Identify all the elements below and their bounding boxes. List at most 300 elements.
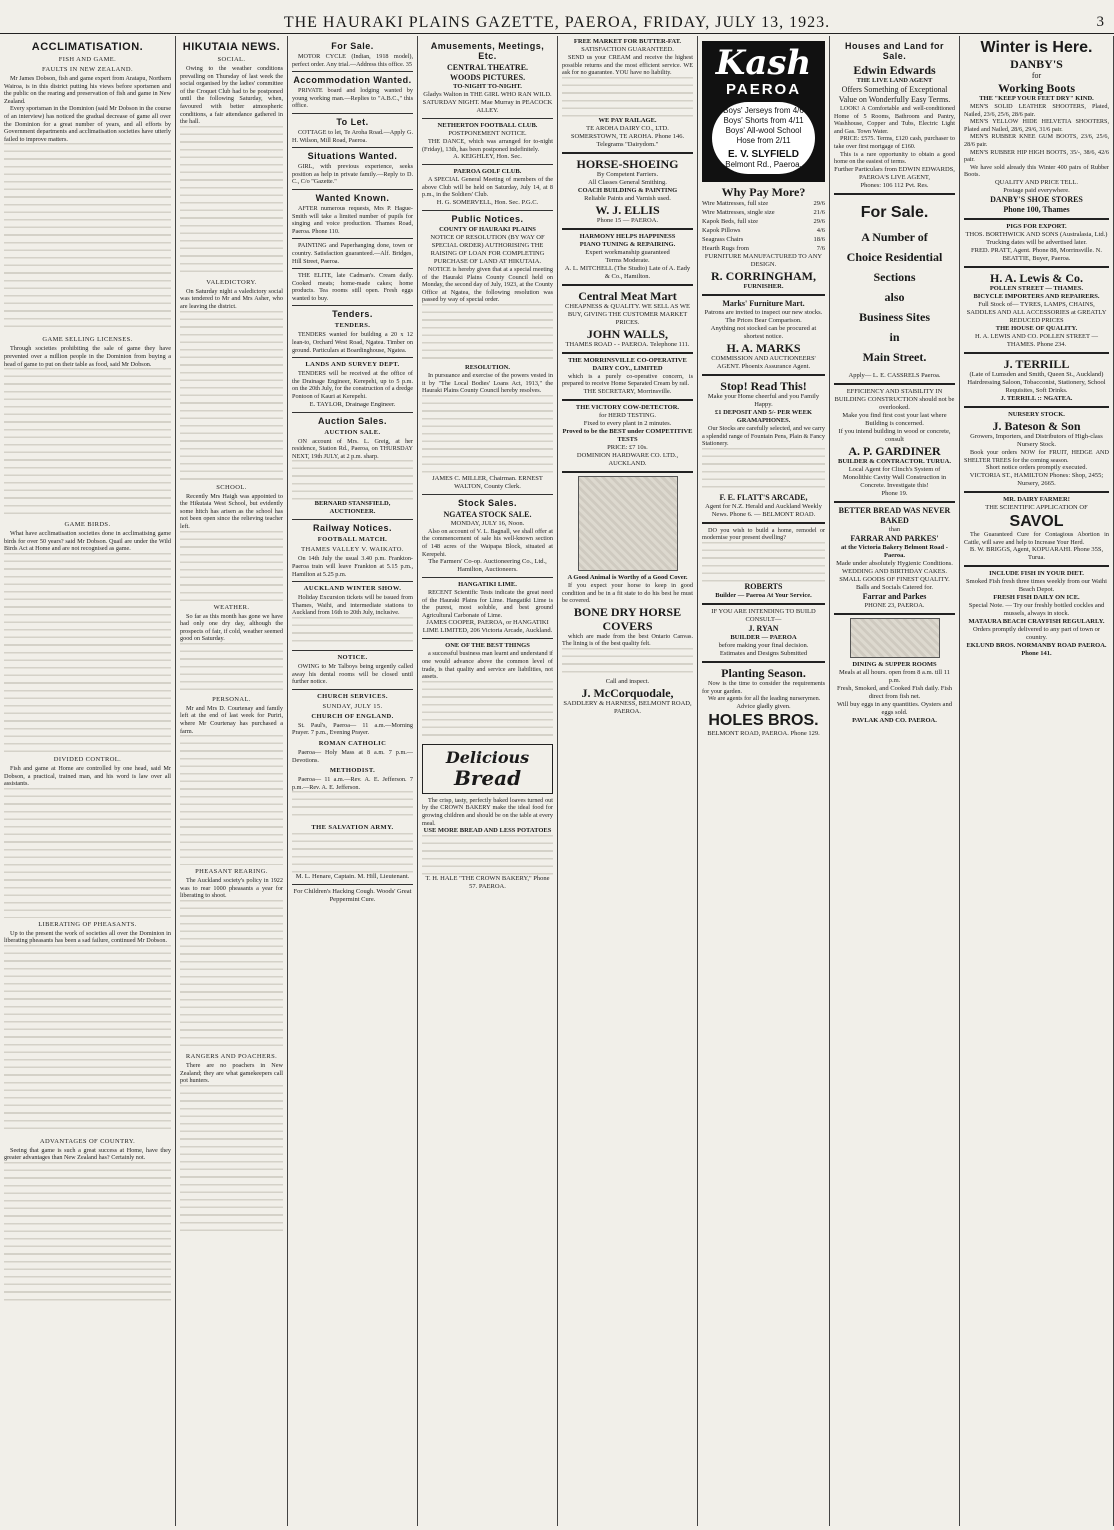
section-heading: To Let. — [336, 116, 369, 127]
ad-subtitle: Estimates and Designs Submitted — [719, 649, 808, 657]
ad-signature: H. A. LEWIS AND CO. POLLEN STREET — THAMES. Phone 234. — [974, 332, 1099, 348]
price-list-item: Kapok Pillows — [702, 227, 741, 234]
ad-signature: Phone 15 — PAEROA. — [596, 216, 659, 224]
ad-subtitle: THE LIVE LAND AGENT — [856, 77, 933, 84]
notice-title: PAEROA GOLF CLUB. — [453, 168, 522, 176]
ad-subtitle: Fresh, Smoked, and Cooked Fish daily. Fish direct from fish net. — [837, 684, 952, 700]
section-heading: Public Notices. — [451, 213, 524, 224]
ad-title: BETTER BREAD WAS NEVER BAKED — [838, 505, 951, 525]
text-block — [292, 833, 413, 873]
text-block — [4, 788, 171, 918]
footer-ad: For Children's Hacking Cough. Woods' Great Peppermint Cure. — [293, 888, 412, 904]
church-times: M. L. Henare, Captain. M. Hill, Lieutenant. — [295, 873, 410, 881]
ad-body: Full Stock of— TYRES, LAMPS, CHAINS, SADDLES AND ALL ACCESSORIES at GREATLY REDUCED PRICES — [966, 300, 1107, 324]
kash-offer: Boys' Shorts from 4/11 — [723, 116, 804, 125]
bread-ad-title: Bread — [453, 765, 522, 790]
ad-body: If you expect your horse to keep in good condition and be in a fit state to do his best he must be covered. — [562, 581, 693, 605]
ad-subtitle: If you intend building in wood or concrete, consult — [838, 427, 951, 443]
text-block — [422, 681, 553, 741]
ad-subtitle: Offers Something of Exceptional Value on Wonderfully Easy Terms. — [838, 85, 951, 104]
article-heading: HIKUTAIA NEWS. — [182, 41, 281, 53]
ad-subtitle: IF YOU ARE INTENDING TO BUILD CONSULT— — [711, 607, 816, 623]
notice-signature: E. TAYLOR, Drainage Engineer. — [309, 400, 396, 408]
ad-signature: Phone 100, Thames — [1003, 204, 1070, 214]
notice-body: Also on account of V. L. Bagnall, we shall offer at the commencement of sale his well-known section of 148 acres of the Waipapa Block, situated at Kerepehi. — [422, 527, 553, 558]
section-heading: Auction Sales. — [317, 415, 387, 426]
notice-body: A SPECIAL General Meeting of members of the above Club will be held on Saturday, July 14, at 8 p.m., in the Soldiers' Club. — [422, 176, 553, 199]
kash-owner: E. V. SLYFIELD — [728, 149, 799, 160]
bread-ad-banner — [422, 744, 553, 794]
text-block — [180, 643, 283, 693]
masthead — [0, 0, 1114, 34]
ad-body: DO you wish to build a home, remodel or modernise your present dwelling? — [702, 526, 825, 542]
notice-signature: JAMES COOPER, PAEROA, or HANGATIKI LIME LIMITED, 206 Victoria Arcade, Auckland. — [422, 619, 553, 635]
ad-subtitle: WE PAY RAILAGE. — [598, 116, 657, 124]
ad-subtitle: Growers, Importers, and Distributors of High-class Nursery Stock. — [970, 432, 1103, 448]
ad-subtitle: THE "KEEP YOUR FEET DRY" KIND. — [979, 95, 1094, 102]
price-list-price: 7/6 — [816, 245, 825, 252]
ad-title: THE MORRINSVILLE CO-OPERATIVE DAIRY COY., LIMITED — [568, 356, 687, 372]
ad-subtitle: Call and inspect. — [605, 677, 650, 685]
ad-subtitle: WEDDING AND BIRTHDAY CAKES. — [842, 567, 947, 575]
notice-subtitle: MONDAY, JULY 16, Noon. — [450, 519, 525, 527]
ad-body: SEND us your CREAM and receive the highest possible returns and the most efficient service. WE ask for no guarantee. YOU have no liability. — [562, 54, 693, 77]
ad-subtitle: EFFICIENCY AND STABILITY IN BUILDING CONSTRUCTION should not be overlooked. — [834, 387, 955, 411]
text-block — [562, 648, 693, 678]
ad-subtitle: Expert workmanship guaranteed — [585, 248, 670, 256]
notice-body: THE DANCE, which was arranged for to-night (Friday), 13th, has been postponed indefinitely. — [422, 138, 553, 153]
notice-body: Holiday Excursion tickets will be issued from Thames, Waihi, and intermediate stations to Auckland from 16th to 20th July, inclusive. — [292, 594, 413, 617]
ad-signature: J. TERRILL :: NGATEA. — [1000, 394, 1073, 402]
ad-subtitle: The Prices Bear Comparison. — [725, 317, 802, 324]
ad-subtitle: Advice gladly given. — [736, 702, 791, 710]
article-subheading: PHEASANT REARING. — [195, 868, 268, 876]
notice-title: ONE OF THE BEST THINGS — [445, 642, 530, 650]
price-list-price: 29/6 — [813, 218, 825, 225]
article-subheading: SCHOOL. — [216, 483, 247, 491]
notice-body: In pursuance and exercise of the powers vested in it by "The Local Bodies' Loans Act, 1913," the Hauraki Plains County Council hereby resolves. — [422, 371, 553, 395]
ad-title: THE VICTORY COW-DETECTOR. — [575, 403, 680, 411]
ad-signature: Further Particulars from EDWIN EDWARDS, PAEROA'S LIVE AGENT, — [834, 165, 955, 181]
ad-subtitle: FURNITURE MANUFACTURED TO ANY DESIGN. — [704, 253, 823, 268]
ad-title: MR. DAIRY FARMER! — [1003, 496, 1070, 504]
ad-subtitle: Terms Moderate. — [605, 256, 650, 264]
church-name: CHURCH OF ENGLAND. — [311, 712, 394, 720]
ad-name: F. E. FLATT'S ARCADE, — [719, 492, 808, 502]
ad-signature: VICTORIA ST., HAMILTON Phones: Shop, 2455; Nursery, 2665. — [969, 472, 1104, 488]
ad-body: The Guaranteed Cure for Contagious Abortion in Cattle, will save and help to Increase Your Herd. — [964, 531, 1109, 546]
ad-subtitle: Balls and Socials Catered for. — [855, 583, 934, 591]
ad-signature: FRED. PRATT, Agent. Phone 88, Morrinsville. N. BEATTIE, Buyer, Paeroa. — [971, 246, 1102, 262]
ad-body: MEN'S RUBBER KNEE GUM BOOTS, 23/6, 25/6, 28/6 pair. — [964, 133, 1109, 148]
notice-title: TENDERS. — [334, 322, 371, 330]
ad-subtitle: Smoked Fish fresh three times weekly from our Waihi Beach Depot. — [966, 578, 1107, 594]
paragraph: Seeing that game is such a great success at Home, have they greater advantages than New Zealand has? Certainly not. — [4, 1146, 171, 1162]
column-thames-ads — [960, 36, 1114, 1526]
section-heading: Wanted Known. — [315, 192, 390, 203]
venue-name: CENTRAL THEATRE. — [446, 63, 529, 72]
price-list-row — [702, 244, 825, 253]
ad-subtitle: Make you find first cost your last where Building is concerned. — [842, 411, 947, 427]
section-heading: Stock Sales. — [457, 497, 518, 508]
ad-name: J. Bateson & Son — [992, 418, 1081, 433]
article-subheading: FAULTS IN NEW ZEALAND. — [41, 66, 133, 73]
price-list-price: 29/6 — [813, 200, 825, 207]
ad-body: Book your orders NOW for FRUIT, HEDGE AND SHELTER TREES for the coming season. — [964, 448, 1109, 464]
ad-name: SAVOL — [1009, 513, 1064, 531]
ad-subtitle: SMALL GOODS OF FINEST QUALITY. — [839, 575, 950, 583]
horse-illustration — [578, 476, 678, 571]
ad-line: in — [889, 329, 900, 344]
ad-name: Edwin Edwards — [853, 63, 936, 77]
ad-line: A Number of — [861, 229, 928, 244]
church-times: Paeroa— Holy Mass at 8 a.m. 7 p.m.—Devotions. — [292, 748, 413, 764]
notice-title: COUNTY OF HAURAKI PLAINS — [439, 225, 536, 233]
ad-subtitle: Special Note. — Try our freshly bottled cockles and mussels, always in stock. — [968, 602, 1105, 618]
ad-subtitle: FRESH FISH DAILY ON ICE. — [993, 594, 1080, 602]
paragraph: Every sportsman in the Dominion (said Mr Dobson in the course of an interview) has noticed the gradual decrease of game all over the Dominion for a great number of years, and all efforts by Government departments and acclimatisation societies have utterly failed to improve matters. — [4, 105, 171, 143]
notice-title: LANDS AND SURVEY DEPT. — [305, 361, 400, 369]
text-block — [422, 304, 553, 364]
ad-name: W. J. ELLIS — [595, 202, 660, 217]
text-block — [292, 460, 413, 500]
ad-line: for — [1031, 71, 1042, 80]
text-block — [4, 945, 171, 1135]
ad-title: Marks' Furniture Mart. — [722, 299, 805, 308]
price-list-price: 4/6 — [816, 227, 825, 234]
notice-signature: BERNARD STANSFIELD, AUCTIONEER. — [314, 500, 391, 516]
ad-body: MEN'S SOLID LEATHER SHOOTERS, Plated, Nailed, 23/6, 25/6, 28/6 pair. — [964, 103, 1109, 118]
masthead-title: THE HAURAKI PLAINS GAZETTE, PAEROA, FRIDAY, JULY 13, 1923. — [283, 14, 831, 31]
article-subheading: GAME SELLING LICENSES. — [42, 336, 133, 344]
section-heading: Tenders. — [332, 309, 373, 320]
text-block — [180, 1085, 283, 1235]
ad-title: HARMONY HELPS HAPPINESS — [579, 232, 676, 240]
classified-ad: PAINTING and Paperhanging done, town or country. Satisfaction guaranteed.—Alf. Bridges, Hill Street, Paeroa. — [292, 242, 413, 265]
ad-title: HORSE-SHOEING — [576, 156, 679, 171]
ad-name: A. P. GARDINER — [848, 443, 941, 458]
ad-signature: PAVLAK AND CO. PAEROA. — [852, 716, 937, 724]
ad-line: Sections — [873, 269, 916, 284]
ad-subtitle: than — [888, 525, 901, 533]
text-block — [180, 900, 283, 1050]
article-subheading: VALEDICTORY. — [206, 278, 257, 286]
bread-ad-title: Delicious — [445, 747, 530, 767]
article-subheading: SOCIAL. — [217, 56, 246, 63]
notice-signature: H. G. SOMERVELL, Hon. Sec. P.G.C. — [436, 198, 539, 206]
notice-body: NOTICE is hereby given that at a special meeting of the Hauraki Plains County Council held on Monday, the second day of July, 1923, at the County Office at Ngatea, the following resolution was passed by way of special order. — [422, 265, 553, 304]
price-list-item: Kapok Beds, full size — [702, 218, 758, 225]
notice-body: RECENT Scientific Tests indicate the great need of the Hauraki Plains for Lime. Hangatiki Lime is the purest, most soluble, and best ground Agricultural Carbonate of Lime. — [422, 589, 553, 619]
ad-subtitle: POLLEN STREET — THAMES. — [989, 284, 1084, 292]
ad-subtitle: MATAURA BEACH CRAYFISH REGULARLY. — [968, 618, 1105, 626]
ad-signature: Phones: 106 112 Pvt. Res. — [860, 181, 929, 189]
notice-title: FOOTBALL MATCH. — [317, 536, 388, 544]
paragraph: Through societies prohibiting the sale of game they have prevented over a million people in the Dominion from buying a head of game to put on their table as food, said Mr Dobson. — [4, 345, 171, 368]
ad-line: Choice Residential — [846, 249, 943, 264]
ad-name: H. A. Lewis & Co. — [990, 270, 1083, 285]
fish-illustration — [850, 618, 940, 658]
ad-signature: EKLUND BROS. NORMANBY ROAD PAEROA. Phone 141. — [966, 642, 1107, 658]
ad-subtitle: THE SCIENTIFIC APPLICATION OF — [985, 504, 1088, 512]
paragraph: What have acclimatisation societies done in acclimatising game birds for over 50 years? said Mr Dobson. Quail are under the Wild Birds Act at Home and are not recognised as game. — [4, 530, 171, 553]
ad-name: J. McCorquodale, — [581, 685, 674, 700]
ad-signature: THAMES ROAD - - PAEROA. Telephone 111. — [565, 340, 690, 348]
ad-subtitle: FURNISHER. — [743, 283, 784, 290]
ad-body: Now is the time to consider the requirements for your garden. — [702, 679, 825, 695]
church-times: St. Paul's, Paeroa— 11 a.m.—Morning Prayer. 7 p.m., Evening Prayer. — [292, 721, 413, 737]
column-classifieds — [288, 36, 418, 1526]
price-list — [702, 199, 825, 253]
ad-subtitle: Postage paid everywhere. — [1003, 186, 1070, 194]
notice-body: ON account of Mrs. L. Greig, at her residence, Station Rd., Paeroa, on THURSDAY NEXT, 19th JULY, at 2 p.m. sharp. — [292, 437, 413, 460]
ad-subtitle: Trucking dates will be advertised later. — [986, 238, 1087, 246]
kash-ad — [702, 41, 825, 182]
paragraph: Recently Mrs Haigh was appointed to the Hikutaia West School, but evidently some hitch has arisen as the school has not been open since the relieving teacher left. — [180, 492, 283, 530]
ad-body: which is a purely co-operative concern, is prepared to receive Home Separated Cream by rail. — [562, 372, 693, 388]
page-number: 3 — [1096, 14, 1104, 30]
ad-body: MEN'S RUBBER HIP HIGH BOOTS, 35/-, 38/6, 42/6 pair. — [964, 148, 1109, 164]
classified-ad: THE ELITE, late Cadman's. Cream daily. Cooked meats; home-made cakes; home products. Tea rooms still open. Fresh eggs wanted to buy. — [292, 272, 413, 302]
ad-subtitle: Anything not stocked can be procured at shortest notice. — [710, 325, 817, 340]
article-subheading: LIBERATING OF PHEASANTS. — [38, 920, 137, 928]
text-block — [422, 395, 553, 475]
ad-subtitle: COACH BUILDING & PAINTING — [577, 186, 678, 194]
ad-body: which are made from the best Ontario Canvas. The lining is of the best quality felt. — [562, 632, 693, 648]
ad-subtitle: BICYCLE IMPORTERS AND REPAIRERS. — [973, 292, 1100, 300]
ad-signature: B. W. BRIGGS, Agent, KOPUARAHI. Phone 35S, Turua. — [969, 546, 1104, 562]
notice-body: On 14th July the usual 3.40 p.m. Frankton-Paeroa train will leave Frankton at 5.15 p.m., Hamilton at 5.25 p.m. — [292, 555, 413, 578]
text-block — [702, 542, 825, 582]
church-times: Paeroa— 11 a.m.—Rev. A. E. Jefferson. 7 p.m.—Rev. A. E. Jefferson. — [292, 776, 413, 791]
price-list-item: Wire Mattresses, full size — [702, 200, 769, 207]
kash-offer: Boys' All-wool School Hose from 2/11 — [725, 126, 802, 145]
notice-title: AUCTION SALE. — [324, 428, 381, 436]
paragraph: The Auckland society's policy in 1922 was to rear 1000 pheasants a year for liberating to shoot. — [180, 877, 283, 900]
price-list-row — [702, 217, 825, 226]
ad-subtitle: Made under absolutely Hygienic Conditions. — [836, 559, 953, 567]
article-subheading: RANGERS AND POACHERS. — [185, 1053, 278, 1061]
notice-signature: The Farmers' Co-op. Auctioneering Co., Ltd., Hamilton, Auctioneers. — [428, 558, 547, 574]
ad-name: DANBY'S — [1010, 57, 1063, 71]
classified-ad: COTTAGE to let, Te Aroha Road.—Apply G. H. Wilson, Mill Road, Paeroa. — [292, 128, 413, 144]
ad-subtitle: QUALITY AND PRICE TELL. — [994, 178, 1079, 186]
kash-address: Belmont Rd., Paeroa. — [725, 160, 802, 169]
section-heading: Railway Notices. — [312, 523, 393, 534]
ad-title: PIGS FOR EXPORT. — [1006, 222, 1067, 230]
ad-signature: SADDLERY & HARNESS, BELMONT ROAD, PAEROA. — [563, 699, 692, 715]
ad-signature: COMMISSION AND AUCTIONEERS' AGENT. Phoenix Assurance Agent. — [711, 355, 816, 370]
ad-body: PRICE: £575. Terms, £120 cash, purchaser to take over first mortgage of £160. — [834, 135, 955, 150]
classified-ad: GIRL, with previous experience, seeks position as help in private family.—Reply to D. C., C/o "Gazette." — [292, 163, 413, 186]
ad-name: J. RYAN — [748, 623, 779, 633]
ad-signature: DOMINION HARDWARE CO. LTD., AUCKLAND. — [576, 451, 679, 467]
ad-title: Planting Season. — [721, 665, 806, 680]
ad-name: Farrar and Parkes — [862, 591, 927, 601]
ad-subtitle: Will buy eggs in any quantities. Oysters and eggs sold. — [837, 700, 952, 716]
classified-ad: AFTER numerous requests, Mrs P. Hague-Smith will take a limited number of pupils for singing and voice production. Thames Road, Paeroa. Phone 110. — [292, 204, 413, 235]
notice-subtitle: RESOLUTION. — [465, 363, 510, 371]
ad-title: DINING & SUPPER ROOMS — [852, 660, 937, 668]
church-name: METHODIST. — [329, 767, 376, 775]
text-block — [4, 143, 171, 333]
notice-subtitle: NOTICE OF RESOLUTION (BY WAY OF SPECIAL ORDER) AUTHORISING THE RAISING OF LOAN FOR COMPLETING PURCHASE OF LAND AT HIKUTAIA. — [430, 233, 545, 265]
text-block — [180, 126, 283, 276]
section-heading: Accommodation Wanted. — [293, 75, 412, 86]
article-subheading: GAME BIRDS. — [64, 521, 111, 529]
ad-subtitle: Orders promptly delivered to any part of town or country. — [972, 626, 1101, 642]
notice-signature: JAMES C. MILLER, Chairman. ERNEST WALTON, County Clerk. — [432, 474, 543, 490]
ad-name: HOLES BROS. — [708, 711, 819, 729]
ad-title: BONE DRY HORSE COVERS — [573, 604, 682, 633]
price-list-item: Wire Mattresses, single size — [702, 209, 775, 216]
text-block — [702, 448, 825, 493]
ad-name: JOHN WALLS, — [586, 326, 669, 341]
notice-subtitle: USE MORE BREAD AND LESS POTATOES — [423, 827, 552, 835]
price-list-row — [702, 208, 825, 217]
paragraph: Mr James Dobson, fish and game expert from Aratapu, Northern Wairoa, is in this district putting his views before sportsmen and the public on the rearing and preservation of fish and game in New Zealand. — [4, 75, 171, 105]
ad-price: PRICE: £7 10s. — [607, 443, 648, 451]
ad-subtitle: By Competent Farriers. — [596, 170, 659, 178]
ad-signature: Phone 19. — [881, 489, 908, 497]
text-block — [180, 735, 283, 865]
ad-signature: TE AROHA DAIRY CO., LTD. SOMERSTOWN, TE AROHA. Phone 146. Telegrams "Dairydom." — [570, 124, 685, 148]
column-store-ads — [698, 36, 830, 1526]
paragraph: Owing to the weather conditions prevailing on Thursday of last week the social organised by the ladies' committee of the Croquet Club had to be postponed until the following Saturday, when, favoured with better atmospheric conditions, a fair attendance gathered in the hall. — [180, 65, 283, 126]
section-heading: For Sale. — [331, 41, 374, 51]
ad-subtitle: THE HOUSE OF QUALITY. — [995, 324, 1078, 332]
ad-name: ROBERTS — [744, 581, 783, 591]
price-list-item: Seagrass Chairs — [702, 236, 744, 243]
ad-signature: BELMONT ROAD, PAEROA. Phone 129. — [707, 729, 820, 737]
column-hikutaia-news — [176, 36, 288, 1526]
text-block — [292, 617, 413, 647]
notice-title: AUCKLAND WINTER SHOW. — [303, 585, 402, 593]
text-block — [4, 553, 171, 753]
column-property — [830, 36, 960, 1526]
text-block — [292, 791, 413, 821]
price-list-price: 21/6 — [813, 209, 825, 216]
notice-title: HANGATIKI LIME. — [458, 581, 517, 589]
ad-subtitle: GRAMAPHONES. — [736, 417, 791, 424]
ad-subtitle: Short notice orders promptly executed. — [985, 464, 1088, 472]
price-list-row — [702, 235, 825, 244]
show-title: SATURDAY NIGHT. Mae Murray in PEACOCK ALLEY. — [422, 99, 553, 114]
ad-subtitle: SATISFACTION GUARANTEED. — [581, 46, 674, 53]
ad-subtitle: BUILDER — PAEROA — [730, 633, 797, 641]
venue-name: WOODS PICTURES. — [449, 73, 526, 82]
ad-subtitle: Meals at all hours. open from 8 a.m. till 11 p.m. — [839, 668, 950, 684]
ad-subtitle: for HERD TESTING. — [598, 411, 657, 419]
notice-subtitle: THAMES VALLEY V. WAIKATO. — [301, 546, 404, 554]
price-list-row — [702, 199, 825, 208]
ad-title: Central Meat Mart — [578, 288, 677, 303]
ad-body: This is a rare opportunity to obtain a good home on the easiest of terms. — [834, 150, 955, 166]
column-acclimatisation — [0, 36, 176, 1526]
classified-ad: MOTOR CYCLE (Indian, 1918 model), perfect order. Any trial.—Address this office. 35 — [292, 53, 413, 68]
price-list-item: Hearth Rugs from — [702, 245, 749, 252]
church-name: THE SALVATION ARMY. — [311, 824, 394, 832]
ad-subtitle: Proved to be the BEST under COMPETITIVE TESTS — [562, 427, 693, 443]
ad-title: Working Boots — [997, 81, 1075, 95]
text-block — [180, 531, 283, 601]
ad-subtitle: £1 DEPOSIT AND 5/- PER WEEK — [714, 409, 813, 416]
notice-title: NOTICE. — [337, 653, 368, 661]
ad-signature: A. L. MITCHELL (The Studio) Late of A. Eady & Co., Hamilton. — [564, 264, 691, 280]
notice-title: CHURCH SERVICES. — [317, 692, 388, 700]
column-amusements — [418, 36, 558, 1526]
article-subheading: WEATHER. — [213, 603, 250, 611]
article-heading: ACCLIMATISATION. — [31, 41, 144, 53]
ad-title: PIANO TUNING & REPAIRING. — [579, 240, 676, 248]
notice-title: NGATEA STOCK SALE. — [443, 509, 532, 519]
ad-subtitle: Patrons are invited to inspect our new stocks. — [704, 309, 823, 316]
ad-line: Main Street. — [862, 349, 927, 364]
paragraph: There are no poachers in New Zealand; they are what gamekeepers call pot hunters. — [180, 1062, 283, 1085]
text-block — [180, 311, 283, 481]
paragraph: So far as this month has gone we have had only one dry day, although the prospects of fair, if cold, weather seemed good on Saturday. — [180, 612, 283, 643]
show-title: Gladys Walton in THE GIRL WHO RAN WILD. — [423, 91, 552, 98]
ad-subtitle: All Classes General Smithing. — [588, 178, 667, 186]
ad-title: Stop! Read This! — [720, 379, 807, 393]
ad-subtitle: Builder — Paeroa At Your Service. — [715, 591, 812, 599]
ad-body: LOOK! A Comfortable and well-conditioned Home of 5 Rooms, Bathroom and Pantry, Washhouse, Copper and Tubs, Electric Light and Gas. Town Water. — [834, 105, 955, 135]
kash-offer: Boys' Jerseys from 4/6 — [723, 106, 804, 115]
ad-body: We are agents for all the leading nurserymen. — [708, 695, 821, 703]
ad-name: J. TERRILL — [1003, 356, 1070, 371]
church-name: ROMAN CATHOLIC — [318, 739, 387, 747]
notice-body: a successful business man learnt and understand if one would advance above the common level of trade, is that quality and service are liabilities, not assets. — [422, 650, 553, 681]
ad-name: R. CORRINGHAM, — [711, 269, 816, 283]
ad-line: Business Sites — [858, 309, 931, 324]
article-subheading: FISH AND GAME. — [58, 56, 117, 63]
kash-offers — [712, 102, 815, 174]
ad-subtitle: at the Victoria Bakery Belmont Road - Paeroa. — [841, 543, 948, 559]
notice-title: NETHERTON FOOTBALL CLUB. — [437, 122, 538, 129]
section-heading: Situations Wanted. — [307, 151, 398, 162]
kash-location: PAEROA — [725, 81, 802, 98]
kash-logo: Kash — [715, 43, 812, 83]
ad-subtitle: CHEAPNESS & QUALITY. WE SELL AS WE BUY, GIVING THE CUSTOMER MARKET PRICES. — [565, 302, 690, 326]
article-subheading: ADVANTAGES OF COUNTRY. — [39, 1137, 136, 1145]
ad-body: We have sold already this Winter 400 pairs of Rubber Boots. — [964, 163, 1109, 179]
ad-subtitle: BUILDER & CONTRACTOR. TURUA. — [838, 457, 951, 465]
section-heading: Houses and Land for Sale. — [844, 41, 944, 61]
price-list-row — [702, 226, 825, 235]
ad-title: FREE MARKET FOR BUTTER-FAT. — [573, 38, 682, 45]
text-block — [422, 835, 553, 875]
ad-title: For Sale. — [860, 203, 929, 221]
classified-ad: PRIVATE board and lodging wanted by young working man.—Replies to "A.B.C.," this office. — [292, 87, 413, 110]
notice-signature: A. KEIGHLEY, Hon. Sec. — [453, 153, 522, 161]
text-block — [4, 1162, 171, 1302]
notice-body: TENDERS wanted for building a 20 x 12 lean-to, Orchard West Road, Ngatea. Timber on ground. Particulars at Boardinghouse, Ngatea. — [292, 331, 413, 354]
column-business-ads — [558, 36, 698, 1526]
notice-body: TENDERS will be received at the office of the Drainage Engineer, Kerepehi, up to 5 p.m. on the 20th July, for the construction of a dredge Pontoon of Kauri at Kerepehi. — [292, 370, 413, 401]
text-block — [4, 368, 171, 518]
ad-title: A Good Animal is Worthy of a Good Cover. — [567, 573, 688, 581]
ad-body: MEN'S YELLOW HIDE HELVETIA SHOOTERS, Plated and Nailed, 28/6, 29/6, 31/6 pair. — [964, 118, 1109, 133]
paragraph: Up to the present the work of societies all over the Dominion in liberating pheasants has been a sad failure, continued Mr Dobson. — [4, 929, 171, 945]
ad-body: (Late of Lumsden and Smith, Queen St., Auckland) Hairdressing Saloon, Tobacconist, Stationery, School Requisites, Soft Drinks. — [967, 370, 1106, 394]
ad-body: Local Agent for Clinch's System of Monolithic Cavity Wall Construction in Concrete. Investigate this! — [842, 465, 947, 489]
ad-name: FARRAR AND PARKES' — [850, 533, 939, 543]
ad-subtitle: Fixed to every plant in 2 minutes. — [583, 419, 672, 427]
notice-signature: T. H. HALE "THE CROWN BAKERY," Phone 57. PAEROA. — [425, 875, 550, 891]
paragraph: Mr and Mrs D. Courtenay and family left at the end of last week for Puriri, where Mr Courtenay has purchased a farm. — [180, 704, 283, 735]
ad-signature: Apply— L. E. CASSRELS Paeroa. — [848, 371, 941, 379]
ad-name: DANBY'S SHOE STORES — [990, 194, 1083, 204]
